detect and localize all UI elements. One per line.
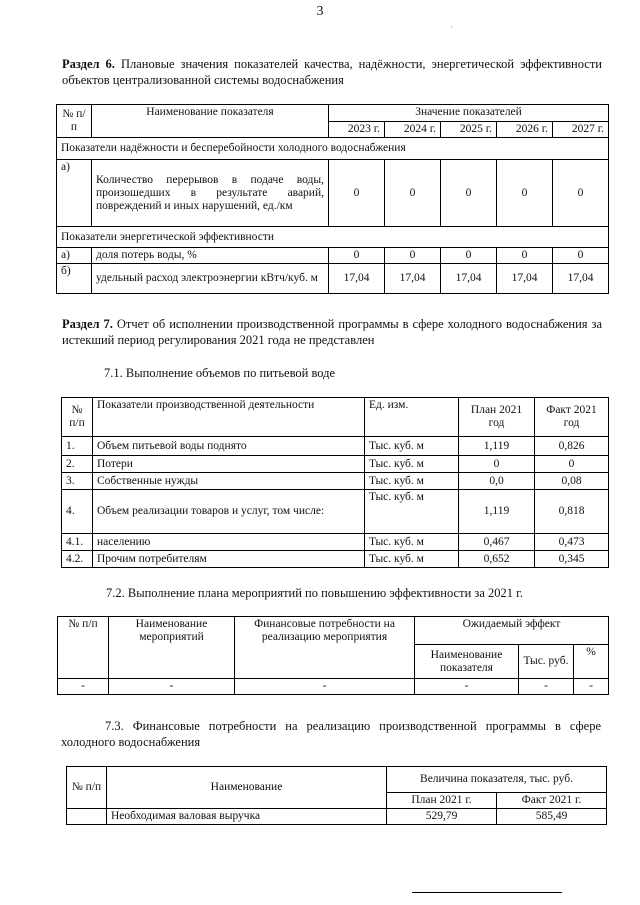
- year-header: 2025 г.: [441, 122, 497, 138]
- row-name: доля потерь воды, %: [92, 248, 329, 264]
- row-fact: 0,473: [535, 534, 609, 551]
- row-num: 1.: [62, 437, 93, 456]
- col-header-unit: Ед. изм.: [365, 398, 459, 437]
- row-fact: 0,08: [535, 473, 609, 490]
- table-row: [67, 809, 607, 825]
- col-header-plan: План 2021 год: [459, 398, 535, 437]
- row-name: Объем питьевой воды поднято: [93, 437, 365, 456]
- row-num: 4.: [62, 490, 93, 534]
- col-header-values: Значение показателей: [329, 105, 609, 122]
- row-fact: 0,826: [535, 437, 609, 456]
- row-name: населению: [93, 534, 365, 551]
- subsection-7-2-title: 7.2. Выполнение плана мероприятий по повышению эффективности за 2021 г.: [106, 586, 523, 600]
- table-row: [58, 679, 609, 695]
- col-header-name: Наименование: [107, 767, 387, 809]
- row-name: Потери: [93, 456, 365, 473]
- year-header: 2026 г.: [497, 122, 553, 138]
- table-row: [62, 551, 609, 568]
- table-row: [62, 534, 609, 551]
- row-num: [67, 809, 107, 825]
- row-plan: 0,0: [459, 473, 535, 490]
- row-name: Прочим потребителям: [93, 551, 365, 568]
- dash-cell: -: [109, 679, 235, 695]
- row-fact: 0,818: [535, 490, 609, 534]
- value-cell: 0: [497, 248, 553, 264]
- row-plan: 1,119: [459, 437, 535, 456]
- value-cell: 17,04: [441, 264, 497, 294]
- section-6-title: Плановые значения показателей качества, надёжности, энергетической эффективности объектов централизованной системы водоснабжения: [62, 57, 602, 87]
- table-row: [62, 473, 609, 490]
- table-row: [62, 437, 609, 456]
- row-unit: Тыс. куб. м: [365, 551, 459, 568]
- col-header-name: Наименование показателя: [92, 105, 329, 138]
- row-name: Объем реализации товаров и услуг, том числе:: [93, 490, 365, 534]
- row-name: удельный расход электроэнергии кВтч/куб. м: [92, 264, 329, 294]
- col-header-value: Величина показателя, тыс. руб.: [387, 767, 607, 793]
- col-header-num: № п/п: [67, 767, 107, 809]
- value-cell: 0: [553, 160, 609, 227]
- row-unit: Тыс. куб. м: [365, 437, 459, 456]
- row-unit: Тыс. куб. м: [365, 534, 459, 551]
- col-header-finance: Финансовые потребности на реализацию мероприятия: [235, 617, 415, 679]
- subsection-7-3-title: 7.3. Финансовые потребности на реализацию производственной программы в сфере холодного водоснабжения: [61, 719, 601, 749]
- row-num: а): [57, 160, 92, 227]
- value-cell: 0: [553, 248, 609, 264]
- row-num: 4.1.: [62, 534, 93, 551]
- col-header-effect: Ожидаемый эффект: [415, 617, 609, 645]
- row-name: Необходимая валовая выручка: [107, 809, 387, 825]
- year-header: 2023 г.: [329, 122, 385, 138]
- col-header-num: № п/п: [57, 105, 92, 138]
- dash-cell: -: [519, 679, 574, 695]
- row-num: 2.: [62, 456, 93, 473]
- value-cell: 17,04: [329, 264, 385, 294]
- dash-cell: -: [58, 679, 109, 695]
- row-plan: 1,119: [459, 490, 535, 534]
- col-header-indicator: Наименование показателя: [415, 645, 519, 679]
- section-7-title: Отчет об исполнении производственной программы в сфере холодного водоснабжения за истекший период регулирования 2021 года не представлен: [62, 317, 603, 347]
- table-row: [62, 490, 609, 534]
- finance-table: [66, 766, 607, 825]
- row-plan: 529,79: [387, 809, 497, 825]
- col-header-plan: План 2021 г.: [387, 793, 497, 809]
- value-cell: 17,04: [497, 264, 553, 294]
- section-6-heading: [62, 56, 602, 88]
- section-6-label: Раздел 6.: [62, 57, 115, 71]
- row-plan: 0,652: [459, 551, 535, 568]
- subsection-7-1-title: 7.1. Выполнение объемов по питьевой воде: [104, 366, 336, 380]
- col-header-fact: Факт 2021 г.: [497, 793, 607, 809]
- footer-rule: [412, 892, 562, 893]
- value-cell: 0: [385, 160, 441, 227]
- table-row: [62, 456, 609, 473]
- dash-cell: -: [415, 679, 519, 695]
- year-header: 2027 г.: [553, 122, 609, 138]
- value-cell: 0: [329, 248, 385, 264]
- measures-table: [57, 616, 609, 695]
- group-energy: Показатели энергетической эффективности: [57, 227, 609, 248]
- value-cell: 17,04: [553, 264, 609, 294]
- dash-cell: -: [235, 679, 415, 695]
- row-unit: Тыс. куб. м: [365, 490, 459, 534]
- scan-mark: ·: [450, 22, 453, 32]
- col-header-indicator: Показатели производственной деятельности: [93, 398, 365, 437]
- volumes-table: [61, 397, 609, 568]
- row-num: 3.: [62, 473, 93, 490]
- value-cell: 0: [385, 248, 441, 264]
- row-name: Количество перерывов в подаче воды, произошедших в результате аварий, повреждений и иных нарушений, ед./км: [92, 160, 329, 227]
- row-plan: 0,467: [459, 534, 535, 551]
- value-cell: 0: [441, 160, 497, 227]
- value-cell: 0: [329, 160, 385, 227]
- group-reliability: Показатели надёжности и бесперебойности холодного водоснабжения: [57, 138, 609, 160]
- value-cell: 17,04: [385, 264, 441, 294]
- row-fact: 0,345: [535, 551, 609, 568]
- col-header-num: № п/п: [58, 617, 109, 679]
- row-num: а): [57, 248, 92, 264]
- row-unit: Тыс. куб. м: [365, 456, 459, 473]
- col-header-thousand-rub: Тыс. руб.: [519, 645, 574, 679]
- row-num: б): [57, 264, 92, 294]
- row-unit: Тыс. куб. м: [365, 473, 459, 490]
- section-6-table: [56, 104, 609, 294]
- dash-cell: -: [574, 679, 609, 695]
- col-header-measure: Наименование мероприятий: [109, 617, 235, 679]
- value-cell: 0: [441, 248, 497, 264]
- section-7-heading: [62, 316, 602, 348]
- col-header-num: № п/п: [62, 398, 93, 437]
- year-header: 2024 г.: [385, 122, 441, 138]
- col-header-percent: %: [574, 645, 609, 679]
- row-num: 4.2.: [62, 551, 93, 568]
- row-fact: 585,49: [497, 809, 607, 825]
- row-fact: 0: [535, 456, 609, 473]
- section-7-label: Раздел 7.: [62, 317, 113, 331]
- col-header-fact: Факт 2021 год: [535, 398, 609, 437]
- row-name: Собственные нужды: [93, 473, 365, 490]
- value-cell: 0: [497, 160, 553, 227]
- page-number: 3: [316, 4, 324, 19]
- row-plan: 0: [459, 456, 535, 473]
